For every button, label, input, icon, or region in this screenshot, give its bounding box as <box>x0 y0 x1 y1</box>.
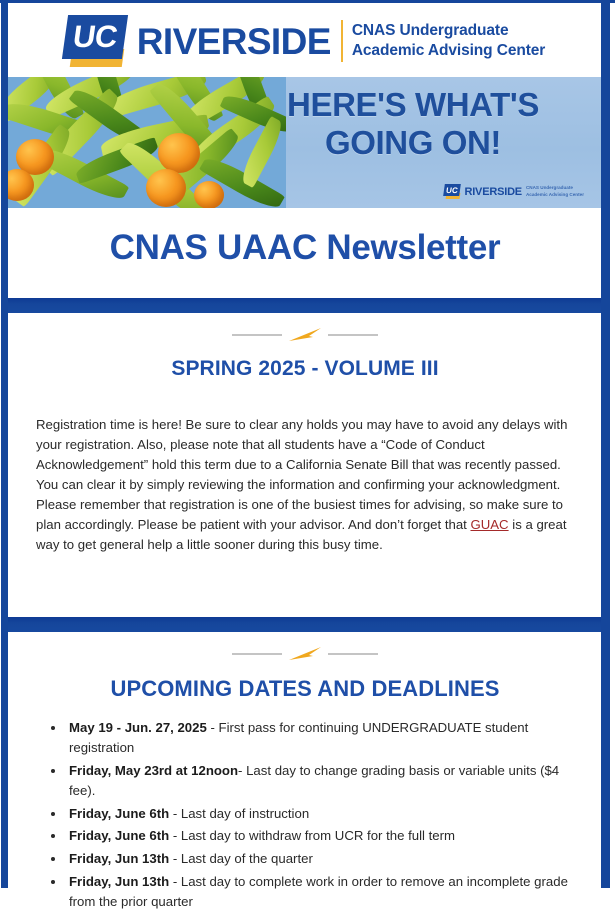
deadlines-section <box>8 632 602 911</box>
paragraph-text-part-1: Registration time is here! Be sure to clear any holds you may have to avoid any delays with your registration. Also, please note that all students have a “Code of Conduct Acknowledgement” hold this term due to a California Senate Bill that was recently passed. You can clear it by simply reviewing the information and confirming your acknowledgment. Please remember that registration is one of the busiest times for advising, so make sure to plan accordingly. Please be patient with your advisor. And don’t forget that <box>36 417 568 533</box>
department-line-2: Academic Advising Center <box>351 42 546 59</box>
deadline-description: - Last day to complete work in order to remove an incomplete grade from the prior quarter <box>69 874 568 909</box>
gold-swoosh-icon <box>287 646 323 662</box>
deadline-date: May 19 - Jun. 27, 2025 <box>69 720 207 736</box>
deadline-date: Friday, Jun 13th <box>69 851 170 867</box>
hero-uc-logo-mark-icon <box>444 184 461 199</box>
guac-link[interactable]: GUAC <box>470 517 509 533</box>
department-line-1: CNAS Undergraduate <box>351 22 509 40</box>
deadline-date: Friday, May 23rd at 12noon <box>69 763 239 779</box>
volume-section-spacer <box>8 555 602 617</box>
deadline-date: Friday, June 6th <box>69 828 170 844</box>
left-border-rail <box>1 0 8 888</box>
ornament-line-left <box>232 334 282 336</box>
volume-paragraph <box>8 387 602 555</box>
gold-swoosh-icon <box>287 327 323 343</box>
section-divider-bar-1 <box>8 298 602 313</box>
list-item <box>66 718 578 758</box>
hero-department-line-1: CNAS Undergraduate <box>525 185 573 191</box>
riverside-wordmark: RIVERSIDE <box>136 20 331 62</box>
list-item <box>66 826 578 846</box>
hero-department-line-2: Academic Advising Center <box>525 191 584 197</box>
deadline-description: - Last day of the quarter <box>169 851 313 867</box>
hero-ucr-badge <box>444 184 584 199</box>
department-name <box>352 21 545 61</box>
hero-title-line-1: HERE'S WHAT'S <box>287 86 539 123</box>
deadline-date: Friday, Jun 13th <box>69 874 170 890</box>
ucr-logo <box>65 15 545 67</box>
deadline-description: - Last day to change grading basis or variable units ($4 fee). <box>69 763 560 798</box>
hero-title-line-2: GOING ON! <box>324 124 502 162</box>
list-item <box>66 761 578 801</box>
ornament-divider-2 <box>8 632 602 676</box>
newsletter-content <box>8 3 602 909</box>
logo-divider <box>341 20 343 62</box>
masthead <box>8 3 602 77</box>
hero-title <box>248 86 578 163</box>
deadlines-list <box>8 718 602 911</box>
page-title: CNAS UAAC Newsletter <box>8 208 602 298</box>
list-item <box>66 849 578 869</box>
top-border <box>0 0 615 3</box>
deadlines-heading: UPCOMING DATES AND DEADLINES <box>110 676 500 702</box>
volume-section <box>8 313 602 617</box>
hero-uc-logo-text: UC <box>446 185 459 195</box>
paragraph-text-part-2: is a great way to get general help a little sooner during this busy time. <box>36 517 567 553</box>
ornament-line-left <box>232 653 282 655</box>
uc-logo-text: UC <box>70 19 120 54</box>
deadline-description: - Last day to withdraw from UCR for the full term <box>169 828 455 844</box>
list-item <box>66 872 578 912</box>
hero-department-name <box>526 185 584 197</box>
deadline-description: - Last day of instruction <box>169 805 310 821</box>
section-divider-bar-2 <box>8 617 602 632</box>
deadline-date: Friday, June 6th <box>69 805 170 821</box>
ornament-line-right <box>328 334 378 336</box>
ornament-divider-1 <box>8 313 602 357</box>
list-item <box>66 804 578 824</box>
hero-banner <box>8 77 602 208</box>
ornament-line-right <box>328 653 378 655</box>
deadline-description: - First pass for continuing UNDERGRADUATE student registration <box>69 720 529 756</box>
volume-heading: SPRING 2025 - VOLUME III <box>171 357 439 380</box>
hero-riverside-wordmark: RIVERSIDE <box>464 185 522 198</box>
orange-tree-photo <box>8 77 286 208</box>
right-border-rail <box>601 0 610 888</box>
uc-logo-mark-icon <box>65 15 128 67</box>
